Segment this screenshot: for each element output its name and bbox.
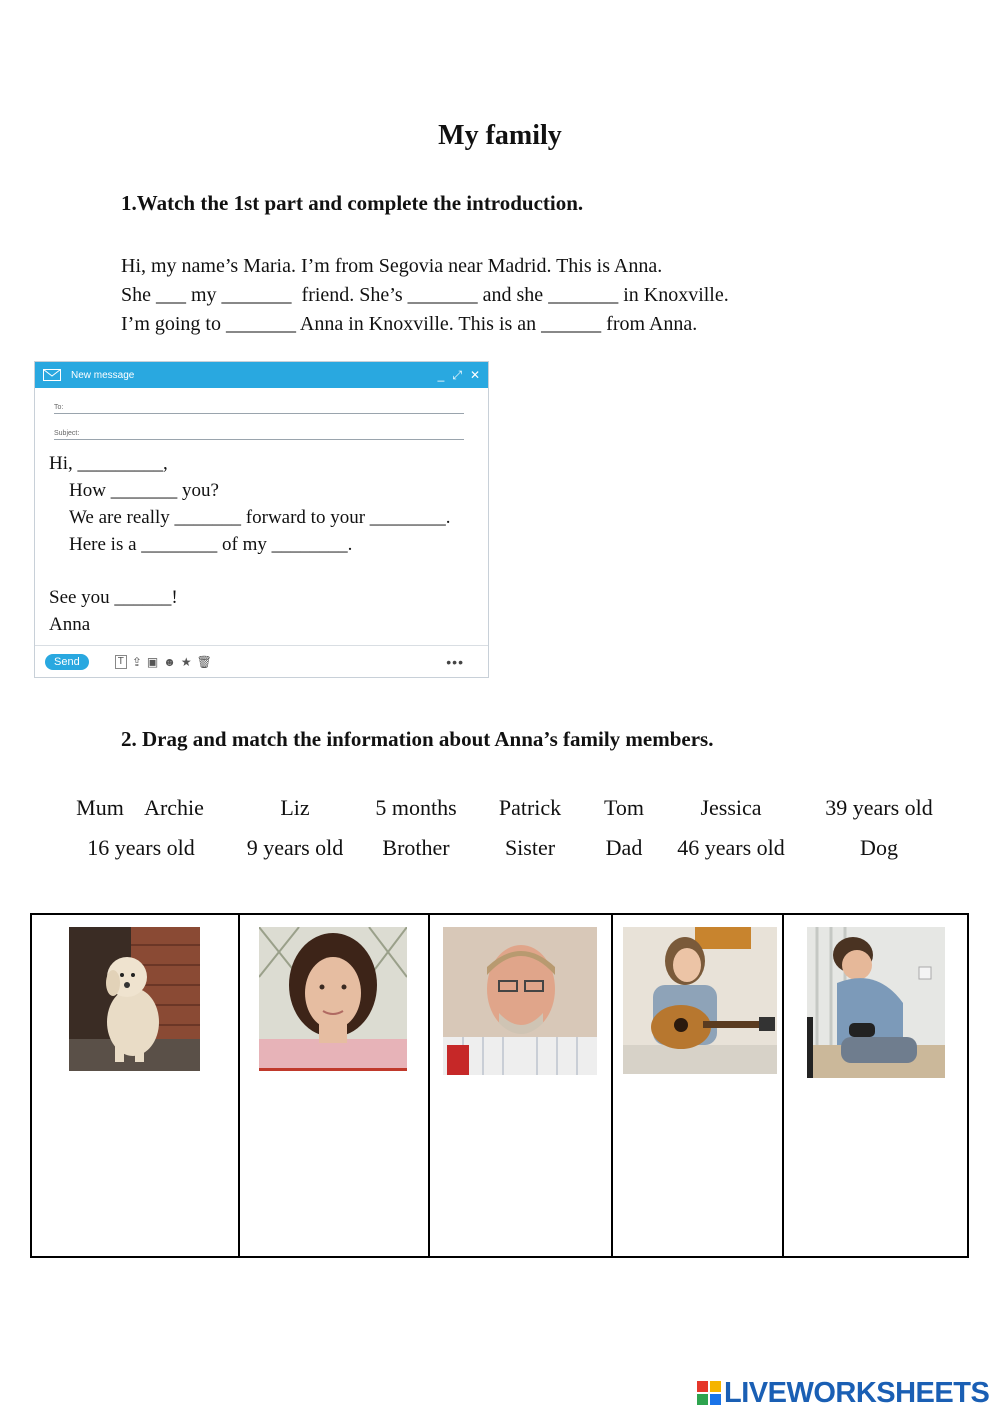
word-chip[interactable]: Sister: [504, 835, 556, 860]
email-line: Here is a ________ of my ________.: [69, 534, 353, 555]
word-chip[interactable]: Dog: [860, 835, 898, 860]
word-chip[interactable]: Mum: [76, 795, 124, 820]
subject-label: Subject:: [54, 430, 80, 437]
emoji-icon[interactable]: ☻: [163, 654, 176, 669]
column-divider: [611, 915, 613, 1256]
woman-photo: [259, 927, 407, 1071]
word-chip[interactable]: 46 years old: [677, 835, 785, 860]
text-format-icon[interactable]: T: [115, 655, 127, 669]
boy-photo: [807, 927, 945, 1078]
email-window-title: New message: [71, 369, 135, 381]
email-closing: See you ______!: [49, 587, 178, 608]
word-chip[interactable]: Jessica: [700, 795, 762, 820]
logo-blocks: [697, 1381, 721, 1405]
star-icon[interactable]: ★: [180, 654, 192, 669]
column-divider: [238, 915, 240, 1256]
word-chip[interactable]: 39 years old: [825, 795, 933, 820]
dog-photo: [69, 927, 200, 1071]
email-line: How _______ you?: [69, 480, 219, 501]
column-divider: [428, 915, 430, 1256]
drop-zone-woman[interactable]: [242, 1085, 424, 1253]
word-chip[interactable]: Patrick: [498, 795, 562, 820]
email-body: [49, 450, 451, 638]
word-chip[interactable]: Brother: [382, 835, 450, 860]
trash-icon[interactable]: 🗑: [196, 654, 212, 669]
to-field[interactable]: [54, 388, 464, 414]
drop-zone-boy[interactable]: [786, 1085, 964, 1253]
drop-zone-dog[interactable]: [36, 1085, 234, 1253]
column-divider: [782, 915, 784, 1256]
man-photo: [443, 927, 597, 1075]
drop-zone-man[interactable]: [432, 1085, 607, 1253]
email-line: We are really _______ forward to your ________.: [69, 507, 451, 528]
send-button[interactable]: Send: [45, 654, 89, 670]
email-greeting: Hi, _________,: [49, 453, 168, 474]
email-title-bar: [35, 362, 488, 388]
match-table: [30, 913, 969, 1258]
word-chip[interactable]: 16 years old: [87, 835, 195, 860]
more-options-icon[interactable]: •••: [446, 653, 464, 670]
logo-text: LIVEWORKSHEETS: [724, 1376, 990, 1409]
close-icon[interactable]: ✕: [469, 368, 480, 382]
section1-heading: 1.Watch the 1st part and complete the introduction.: [121, 191, 584, 215]
envelope-icon: [43, 369, 61, 381]
girl-guitar-photo: [623, 927, 777, 1074]
upload-icon[interactable]: ⇪: [131, 654, 142, 669]
intro-paragraph: [121, 252, 729, 339]
drop-zone-girl[interactable]: [615, 1085, 778, 1253]
liveworksheets-logo: [697, 1376, 989, 1410]
word-chip[interactable]: 9 years old: [246, 835, 344, 860]
word-chip[interactable]: 5 months: [375, 795, 457, 820]
intro-line: Hi, my name’s Maria. I’m from Segovia near Madrid. This is Anna.: [121, 255, 663, 277]
subject-field[interactable]: [54, 414, 464, 440]
word-chip[interactable]: Liz: [280, 795, 310, 820]
section2-heading: 2. Drag and match the information about Anna’s family members.: [121, 727, 714, 751]
word-chip[interactable]: Dad: [605, 835, 643, 860]
minimize-icon[interactable]: _: [437, 368, 445, 382]
email-toolbar: [35, 645, 488, 677]
expand-icon[interactable]: ⤢: [452, 367, 462, 382]
image-icon[interactable]: ▣: [146, 654, 159, 669]
word-chip[interactable]: Tom: [603, 795, 645, 820]
email-window: [34, 361, 489, 678]
word-chip[interactable]: Archie: [144, 795, 204, 820]
intro-line: I’m going to _______ Anna in Knoxville. This is an ______ from Anna.: [121, 313, 698, 335]
to-label: To:: [54, 404, 64, 411]
email-signature: Anna: [49, 614, 91, 635]
page-title: My family: [438, 120, 562, 151]
intro-line: She ___ my _______ friend. She’s _______ and she _______ in Knoxville.: [121, 284, 729, 306]
